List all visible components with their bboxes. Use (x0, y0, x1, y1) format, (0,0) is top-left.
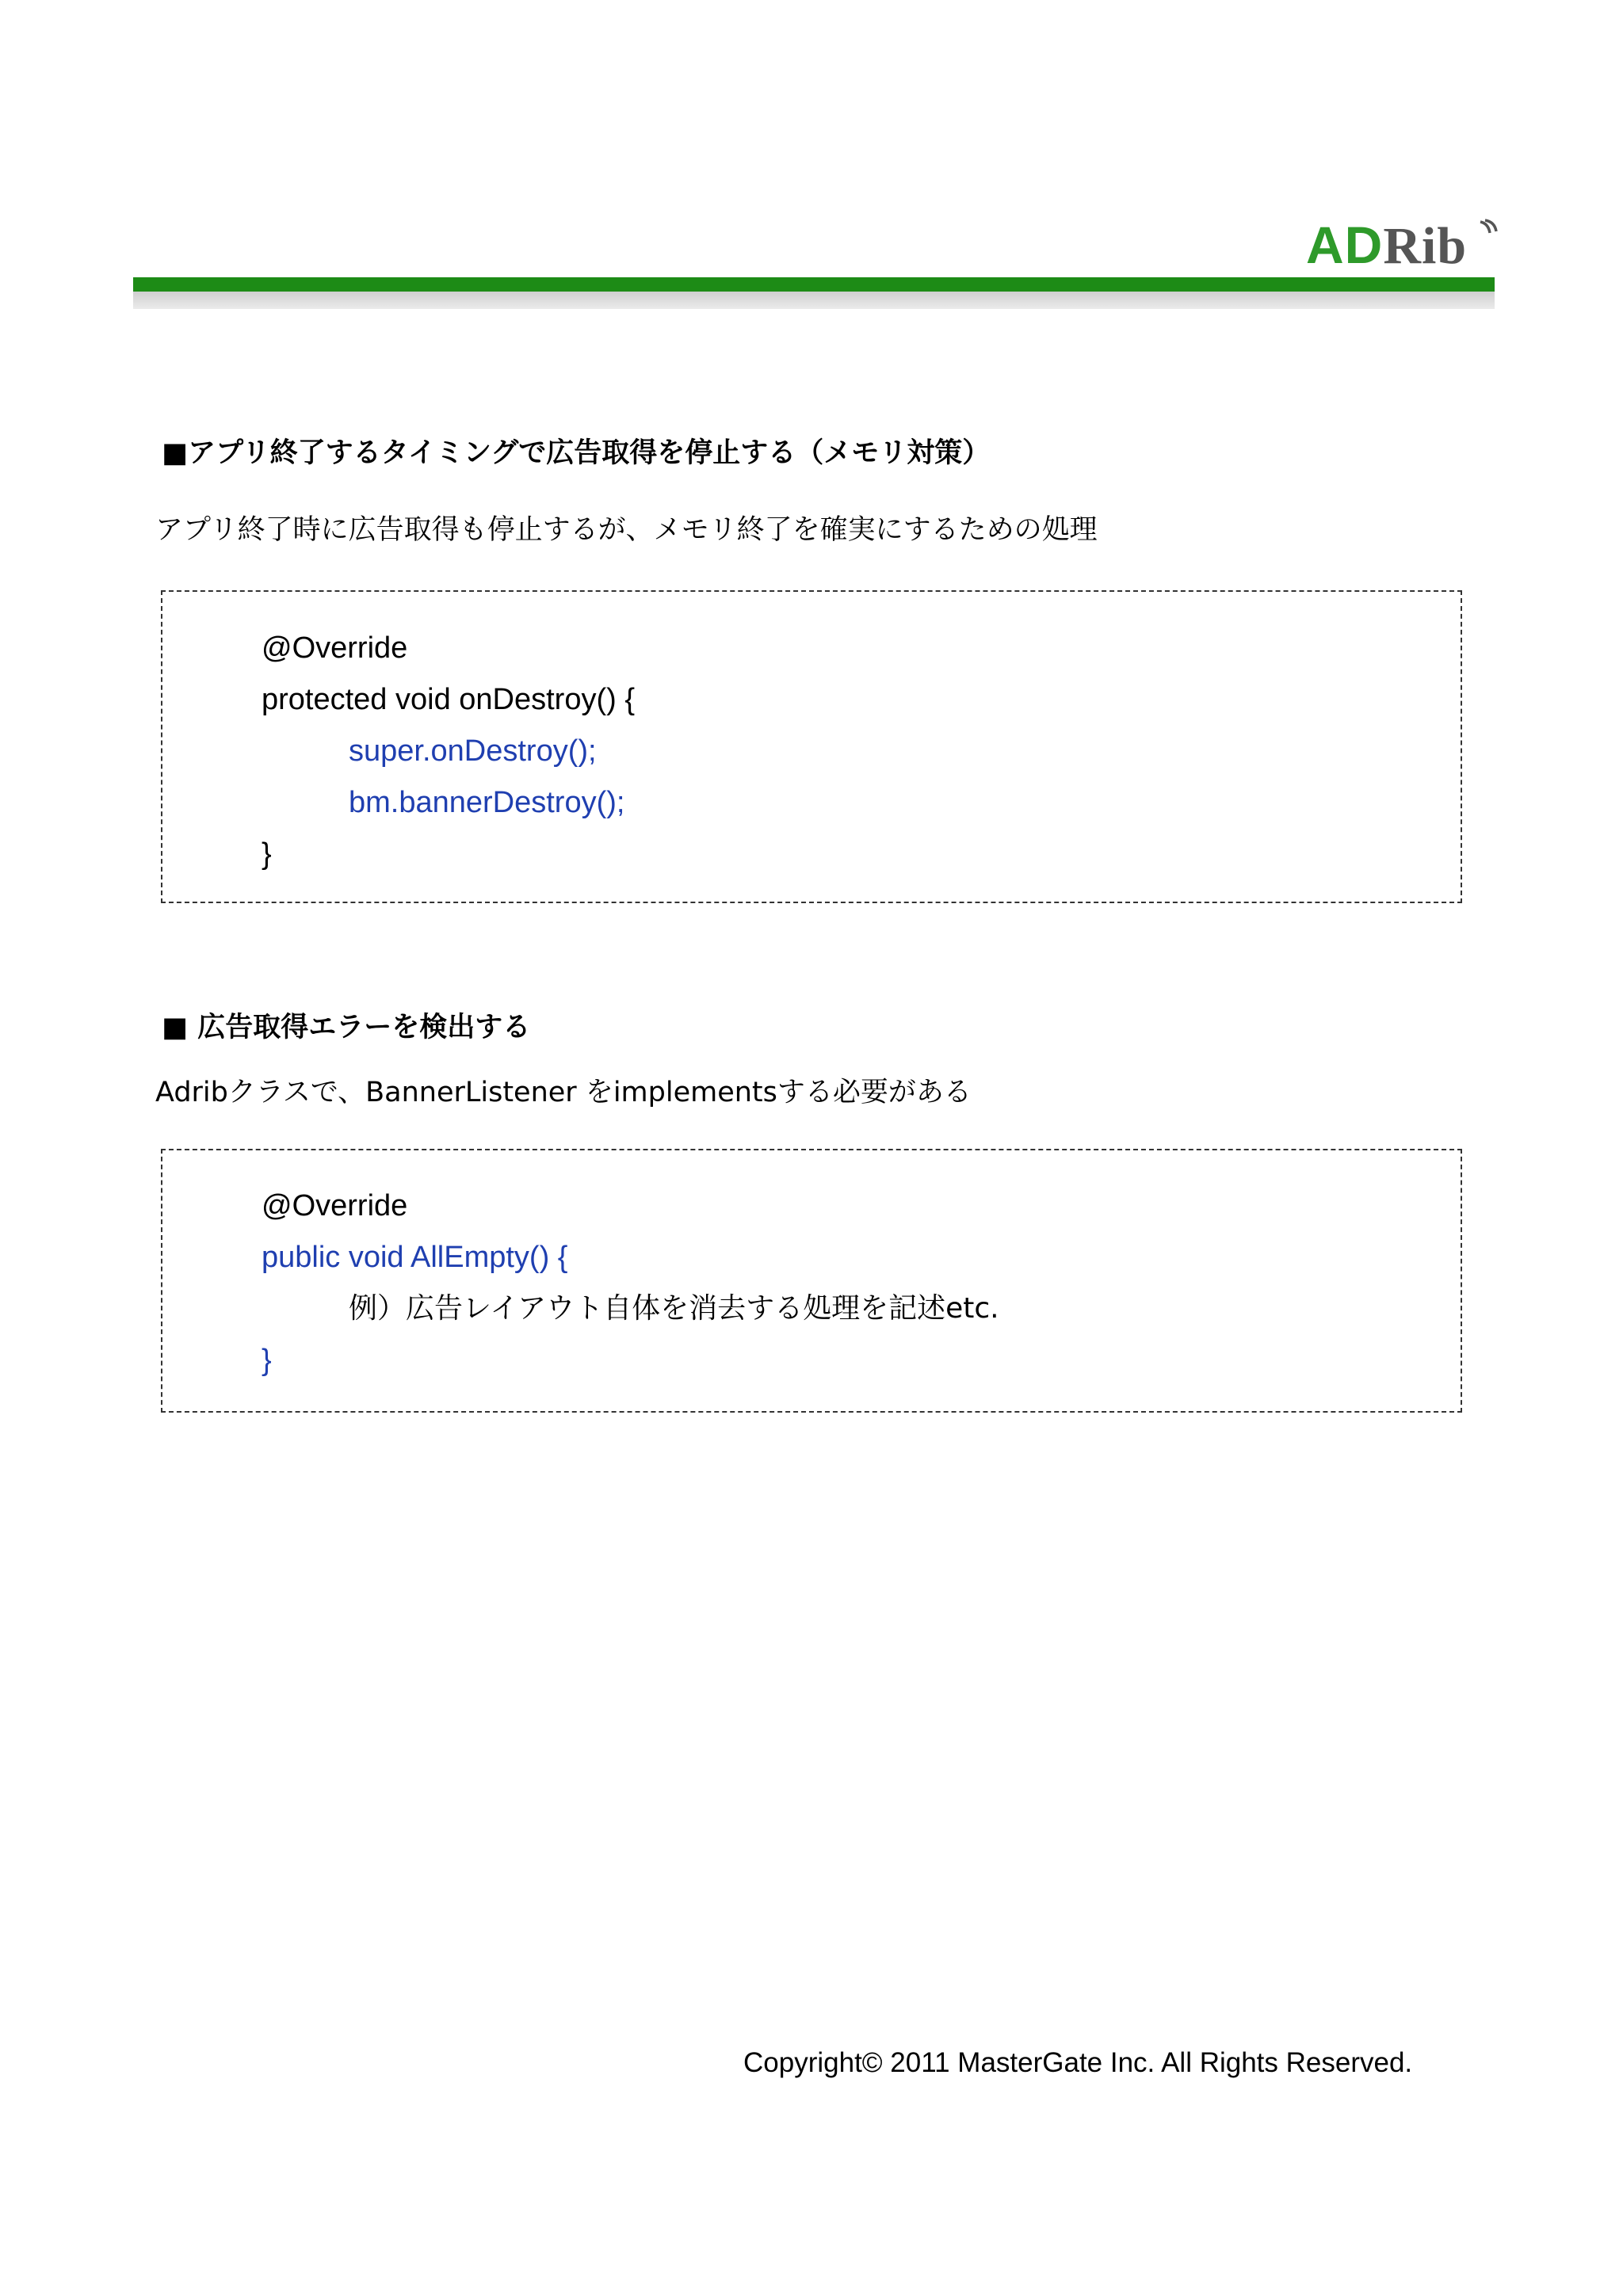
code-line-method-signature: protected void onDestroy() { (262, 683, 636, 716)
signal-wave-icon (1477, 219, 1499, 241)
code-line-override: @Override (262, 1189, 408, 1222)
section2-description: Adribクラスで、BannerListener をimplementsする必要がある (155, 1077, 972, 1108)
adrib-logo (1306, 217, 1467, 274)
code-line-close-brace: } (262, 837, 272, 871)
code-block-ondestroy (161, 590, 1462, 903)
copyright-notice: Copyright© 2011 MasterGate Inc. All Rights Reserved. (743, 2047, 1413, 2078)
logo-ad-text: AD (1306, 215, 1384, 274)
code-block-allempty (161, 1149, 1462, 1413)
code-line-super-call: super.onDestroy(); (349, 734, 597, 768)
logo-rib-text: Rib (1383, 217, 1468, 275)
code-line-method-signature: public void AllEmpty() { (262, 1241, 568, 1274)
code-line-override: @Override (262, 631, 408, 665)
code-line-comment: 例）広告レイアウト自体を消去する処理を記述etc. (349, 1292, 999, 1325)
section1-description: アプリ終了時に広告取得も停止するが、メモリ終了を確実にするための処理 (155, 514, 1098, 546)
header-shadow-bar (133, 292, 1495, 309)
header-green-bar (133, 277, 1495, 292)
section2-heading: ■ 広告取得エラーを検出する (162, 1012, 531, 1043)
code-line-banner-destroy: bm.bannerDestroy(); (349, 786, 625, 819)
code-line-close-brace: } (262, 1344, 272, 1377)
section1-heading: ■アプリ終了するタイミングで広告取得を停止する（メモリ対策） (162, 437, 991, 469)
